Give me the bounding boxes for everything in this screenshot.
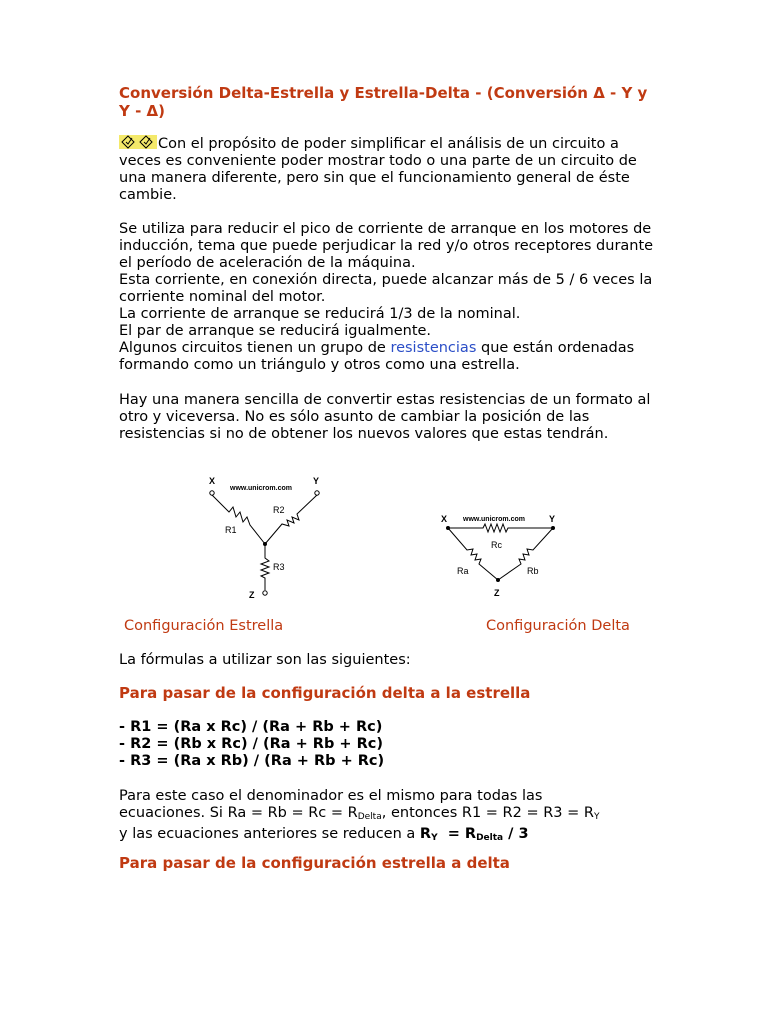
paragraph-usage [119, 221, 659, 374]
equal-case-line-1: Para este caso el denominador es el mismo para todas las [119, 788, 543, 804]
caption-delta: Configuración Delta [486, 618, 630, 634]
star-node-x-label: X [209, 476, 216, 486]
intro-text: Con el propósito de poder simplificar el análisis de un circuito a veces es conveniente poder mostrar todo o una parte de un circuito de una manera diferente, pero sin que el funcionamiento general de éste cambie. [119, 136, 637, 203]
usage-line-5-post: que están ordenadas formando como un triángulo y otros como una estrella. [119, 340, 635, 373]
usage-line-4: El par de arranque se reducirá igualmente. [119, 323, 432, 339]
paragraph-equal-case [119, 788, 659, 847]
delta-configuration-diagram [437, 508, 567, 600]
equal-case-line-2-a: ecuaciones. Si Ra = Rb = Rc = R [119, 805, 358, 821]
formula-r3: - R3 = (Ra x Rb) / (Ra + Rb + Rc) [119, 753, 385, 769]
formula-list [119, 719, 659, 770]
sub-y: Y [593, 812, 600, 822]
star-url-label: www.unicrom.com [230, 485, 292, 492]
star-configuration-diagram [195, 472, 335, 600]
bold-sub-y: Y [431, 833, 438, 843]
formula-r2: - R2 = (Rb x Rc) / (Ra + Rb + Rc) [119, 736, 383, 752]
sub-delta: Delta [357, 812, 382, 822]
equal-case-line-2-b: , entonces R1 = R2 = R3 = R [381, 805, 594, 821]
star-r2-label: R2 [273, 505, 285, 515]
delta-node-z-label: Z [494, 588, 500, 598]
star-node-z-label: Z [249, 590, 255, 600]
delta-resistor-rc [448, 524, 553, 532]
star-r3-label: R3 [273, 562, 285, 572]
formula-r1: - R1 = (Ra x Rc) / (Ra + Rb + Rc) [119, 719, 383, 735]
bold-sub-delta: Delta [476, 833, 504, 843]
intro-paragraph [119, 135, 659, 204]
caption-star: Configuración Estrella [124, 618, 284, 634]
delta-resistor-rb [498, 528, 553, 580]
delta-rc-label: Rc [491, 540, 502, 550]
bullet-diamond-icon [119, 135, 157, 149]
usage-line-1: Se utiliza para reducir el pico de corriente de arranque en los motores de inducción, tema que puede perjudicar la red y/o otros receptores durante el período de aceleración de la máquina. [119, 221, 654, 271]
usage-line-3: La corriente de arranque se reducirá 1/3 de la nominal. [119, 306, 521, 322]
heading-delta-to-star: Para pasar de la configuración delta a la estrella [119, 684, 531, 702]
bold-r: R [419, 826, 432, 842]
delta-ra-label: Ra [457, 566, 469, 576]
delta-rb-label: Rb [527, 566, 539, 576]
delta-node-y-label: Y [549, 514, 556, 524]
star-node-y-label: Y [313, 476, 320, 486]
delta-url-label: www.unicrom.com [463, 516, 525, 523]
heading-star-to-delta: Para pasar de la configuración estrella a delta [119, 854, 510, 872]
equal-case-line-3 [119, 826, 659, 847]
equal-case-line-2 [119, 805, 659, 826]
usage-line-5-pre: Algunos circuitos tienen un grupo de [119, 340, 391, 356]
resistencias-link[interactable]: resistencias [390, 340, 477, 356]
star-node-x [210, 491, 214, 495]
star-r1-label: R1 [225, 525, 237, 535]
page-title: Conversión Delta-Estrella y Estrella-Delta - (Conversión Δ - Υ y Υ - Δ) [119, 84, 648, 120]
star-resistor-r1 [212, 495, 265, 544]
delta-resistor-ra [448, 528, 498, 580]
usage-line-5 [119, 340, 659, 374]
star-node-z [263, 591, 267, 595]
equal-case-line-3-a: y las ecuaciones anteriores se reducen a [119, 826, 420, 842]
bold-end: / 3 [503, 826, 529, 842]
star-node-y [315, 491, 319, 495]
formulas-intro: La fórmulas a utilizar son las siguientes: [119, 652, 411, 668]
delta-node-x-label: X [441, 514, 448, 524]
bold-eq: = R [437, 826, 477, 842]
star-resistor-r3 [261, 544, 269, 590]
paragraph-conversion: Hay una manera sencilla de convertir estas resistencias de un formato al otro y viceversa. No es sólo asunto de cambiar la posición de las resistencias si no de obtener los nuevos valores que estas tendrán. [119, 392, 651, 442]
star-resistor-r2 [265, 495, 317, 544]
usage-line-2: Esta corriente, en conexión directa, puede alcanzar más de 5 / 6 veces la corriente nominal del motor. [119, 272, 653, 305]
